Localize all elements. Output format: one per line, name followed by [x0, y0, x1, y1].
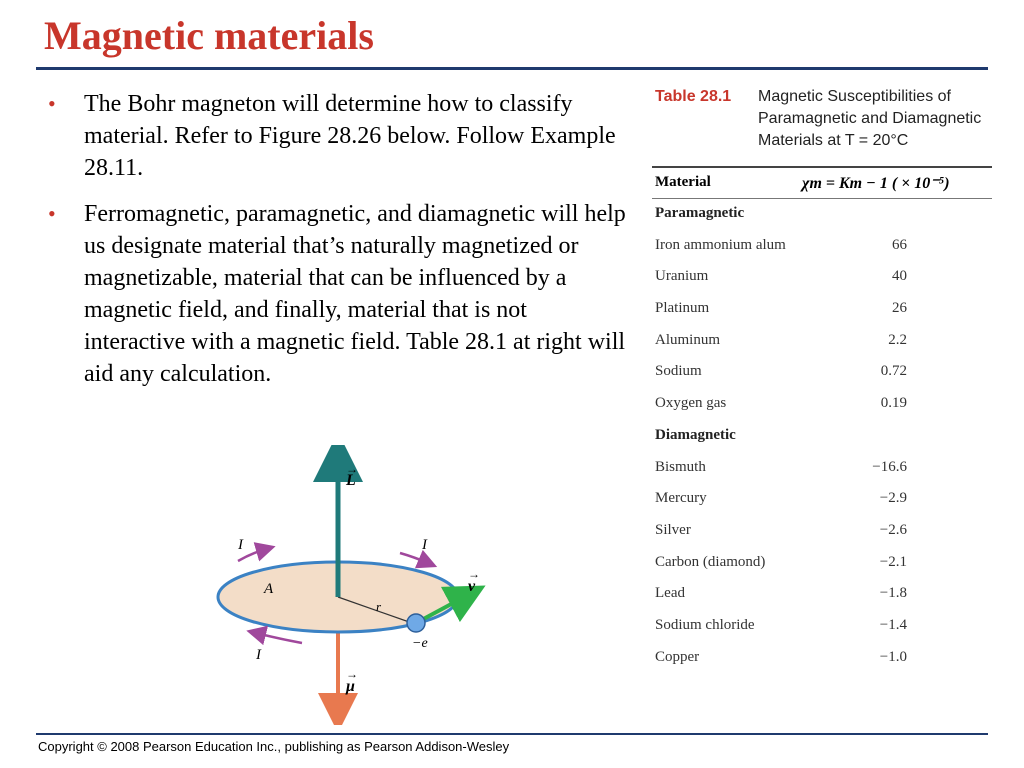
susceptibility-value: 0.19 — [880, 395, 907, 412]
susceptibility-value: 0.72 — [880, 363, 907, 380]
label-mu-vector-icon: → — [346, 667, 358, 681]
bullet-dot-icon: • — [48, 91, 56, 116]
table-row — [652, 579, 992, 611]
section-row-paramagnetic — [652, 199, 992, 231]
label-L: L — [346, 472, 356, 489]
table-row — [652, 516, 992, 548]
table-row — [652, 453, 992, 485]
table-row — [652, 326, 992, 358]
material-name: Sodium chloride — [655, 616, 755, 633]
label-mu: μ — [346, 678, 355, 695]
bullet-item — [44, 88, 634, 184]
diamagnetic-rows — [652, 453, 992, 675]
susceptibility-value: −1.8 — [879, 585, 907, 602]
bullet-text: Ferromagnetic, paramagnetic, and diamagnetic will help us designate material that’s naturally magnetized or magnetizable, material that can be influenced by a magnetic field, and finally, material that is not interactive with a magnetic field. Table 28.1 at right will aid any calculation. — [84, 201, 626, 387]
material-name: Platinum — [655, 300, 710, 317]
material-name: Oxygen gas — [655, 395, 727, 412]
material-name: Bismuth — [655, 458, 706, 475]
table-row — [652, 357, 992, 389]
table-row — [652, 548, 992, 580]
footer-divider — [36, 733, 988, 735]
table-column-headers — [652, 166, 992, 199]
section-label: Paramagnetic — [655, 205, 745, 221]
table-header — [652, 84, 992, 160]
material-name: Sodium — [655, 363, 702, 380]
material-name: Silver — [655, 521, 691, 538]
bullet-text: The Bohr magneton will determine how to classify material. Refer to Figure 28.26 below. Follow Example 28.11. — [84, 91, 616, 181]
section-label: Diamagnetic — [655, 426, 736, 443]
magnetic-moment-diagram — [210, 445, 510, 725]
table-row — [652, 294, 992, 326]
susceptibility-value: 26 — [892, 300, 907, 317]
electron-icon — [407, 614, 425, 632]
material-name: Mercury — [655, 490, 707, 507]
material-name: Aluminum — [655, 331, 721, 348]
column-header-susceptibility: χm = Km − 1 ( × 10⁻⁵) — [802, 175, 950, 192]
material-name: Uranium — [655, 268, 709, 285]
susceptibility-value: −2.6 — [879, 521, 907, 538]
table-row — [652, 484, 992, 516]
susceptibility-value: −16.6 — [872, 458, 907, 475]
susceptibility-value: −2.1 — [879, 553, 907, 570]
material-name: Carbon (diamond) — [655, 553, 766, 570]
bullet-list — [44, 88, 634, 404]
label-v-vector-icon: → — [468, 567, 480, 581]
table-row — [652, 611, 992, 643]
label-A: A — [264, 581, 274, 597]
material-name: Copper — [655, 648, 700, 665]
current-arrow-top-right — [400, 553, 428, 563]
section-row-diamagnetic — [652, 421, 992, 453]
column-header-material: Material — [655, 174, 711, 190]
susceptibility-value: 2.2 — [888, 331, 907, 348]
susceptibility-value: 40 — [892, 268, 907, 285]
label-L-vector-icon: → — [346, 462, 358, 476]
current-arrow-bottom-left — [256, 633, 302, 643]
susceptibility-value: −2.9 — [879, 490, 907, 507]
susceptibility-table — [652, 84, 992, 674]
label-r: r — [376, 599, 382, 614]
label-v: v — [468, 578, 476, 595]
susceptibility-value: −1.4 — [879, 616, 907, 633]
susceptibility-value: −1.0 — [879, 648, 907, 665]
copyright-footer: Copyright © 2008 Pearson Education Inc., publishing as Pearson Addison-Wesley — [38, 739, 510, 754]
table-row — [652, 262, 992, 294]
susceptibility-value: 66 — [892, 236, 907, 253]
bullet-item — [44, 198, 634, 390]
label-I-top-left: I — [238, 537, 243, 553]
material-name: Lead — [655, 585, 685, 602]
table-row — [652, 643, 992, 675]
table-row — [652, 231, 992, 263]
label-I-top-right: I — [422, 537, 427, 553]
table-label: Table 28.1 — [655, 88, 732, 105]
table-caption: Magnetic Susceptibilities of Paramagnetic and Diamagnetic Materials at T = 20°C — [758, 88, 982, 149]
paramagnetic-rows — [652, 231, 992, 421]
table-row — [652, 389, 992, 421]
material-name: Iron ammonium alum — [655, 236, 786, 253]
title-divider — [36, 67, 988, 70]
slide-title: Magnetic materials — [44, 13, 374, 58]
label-e: −e — [412, 636, 428, 651]
bullet-dot-icon: • — [48, 201, 56, 226]
label-I-bottom: I — [256, 647, 261, 663]
